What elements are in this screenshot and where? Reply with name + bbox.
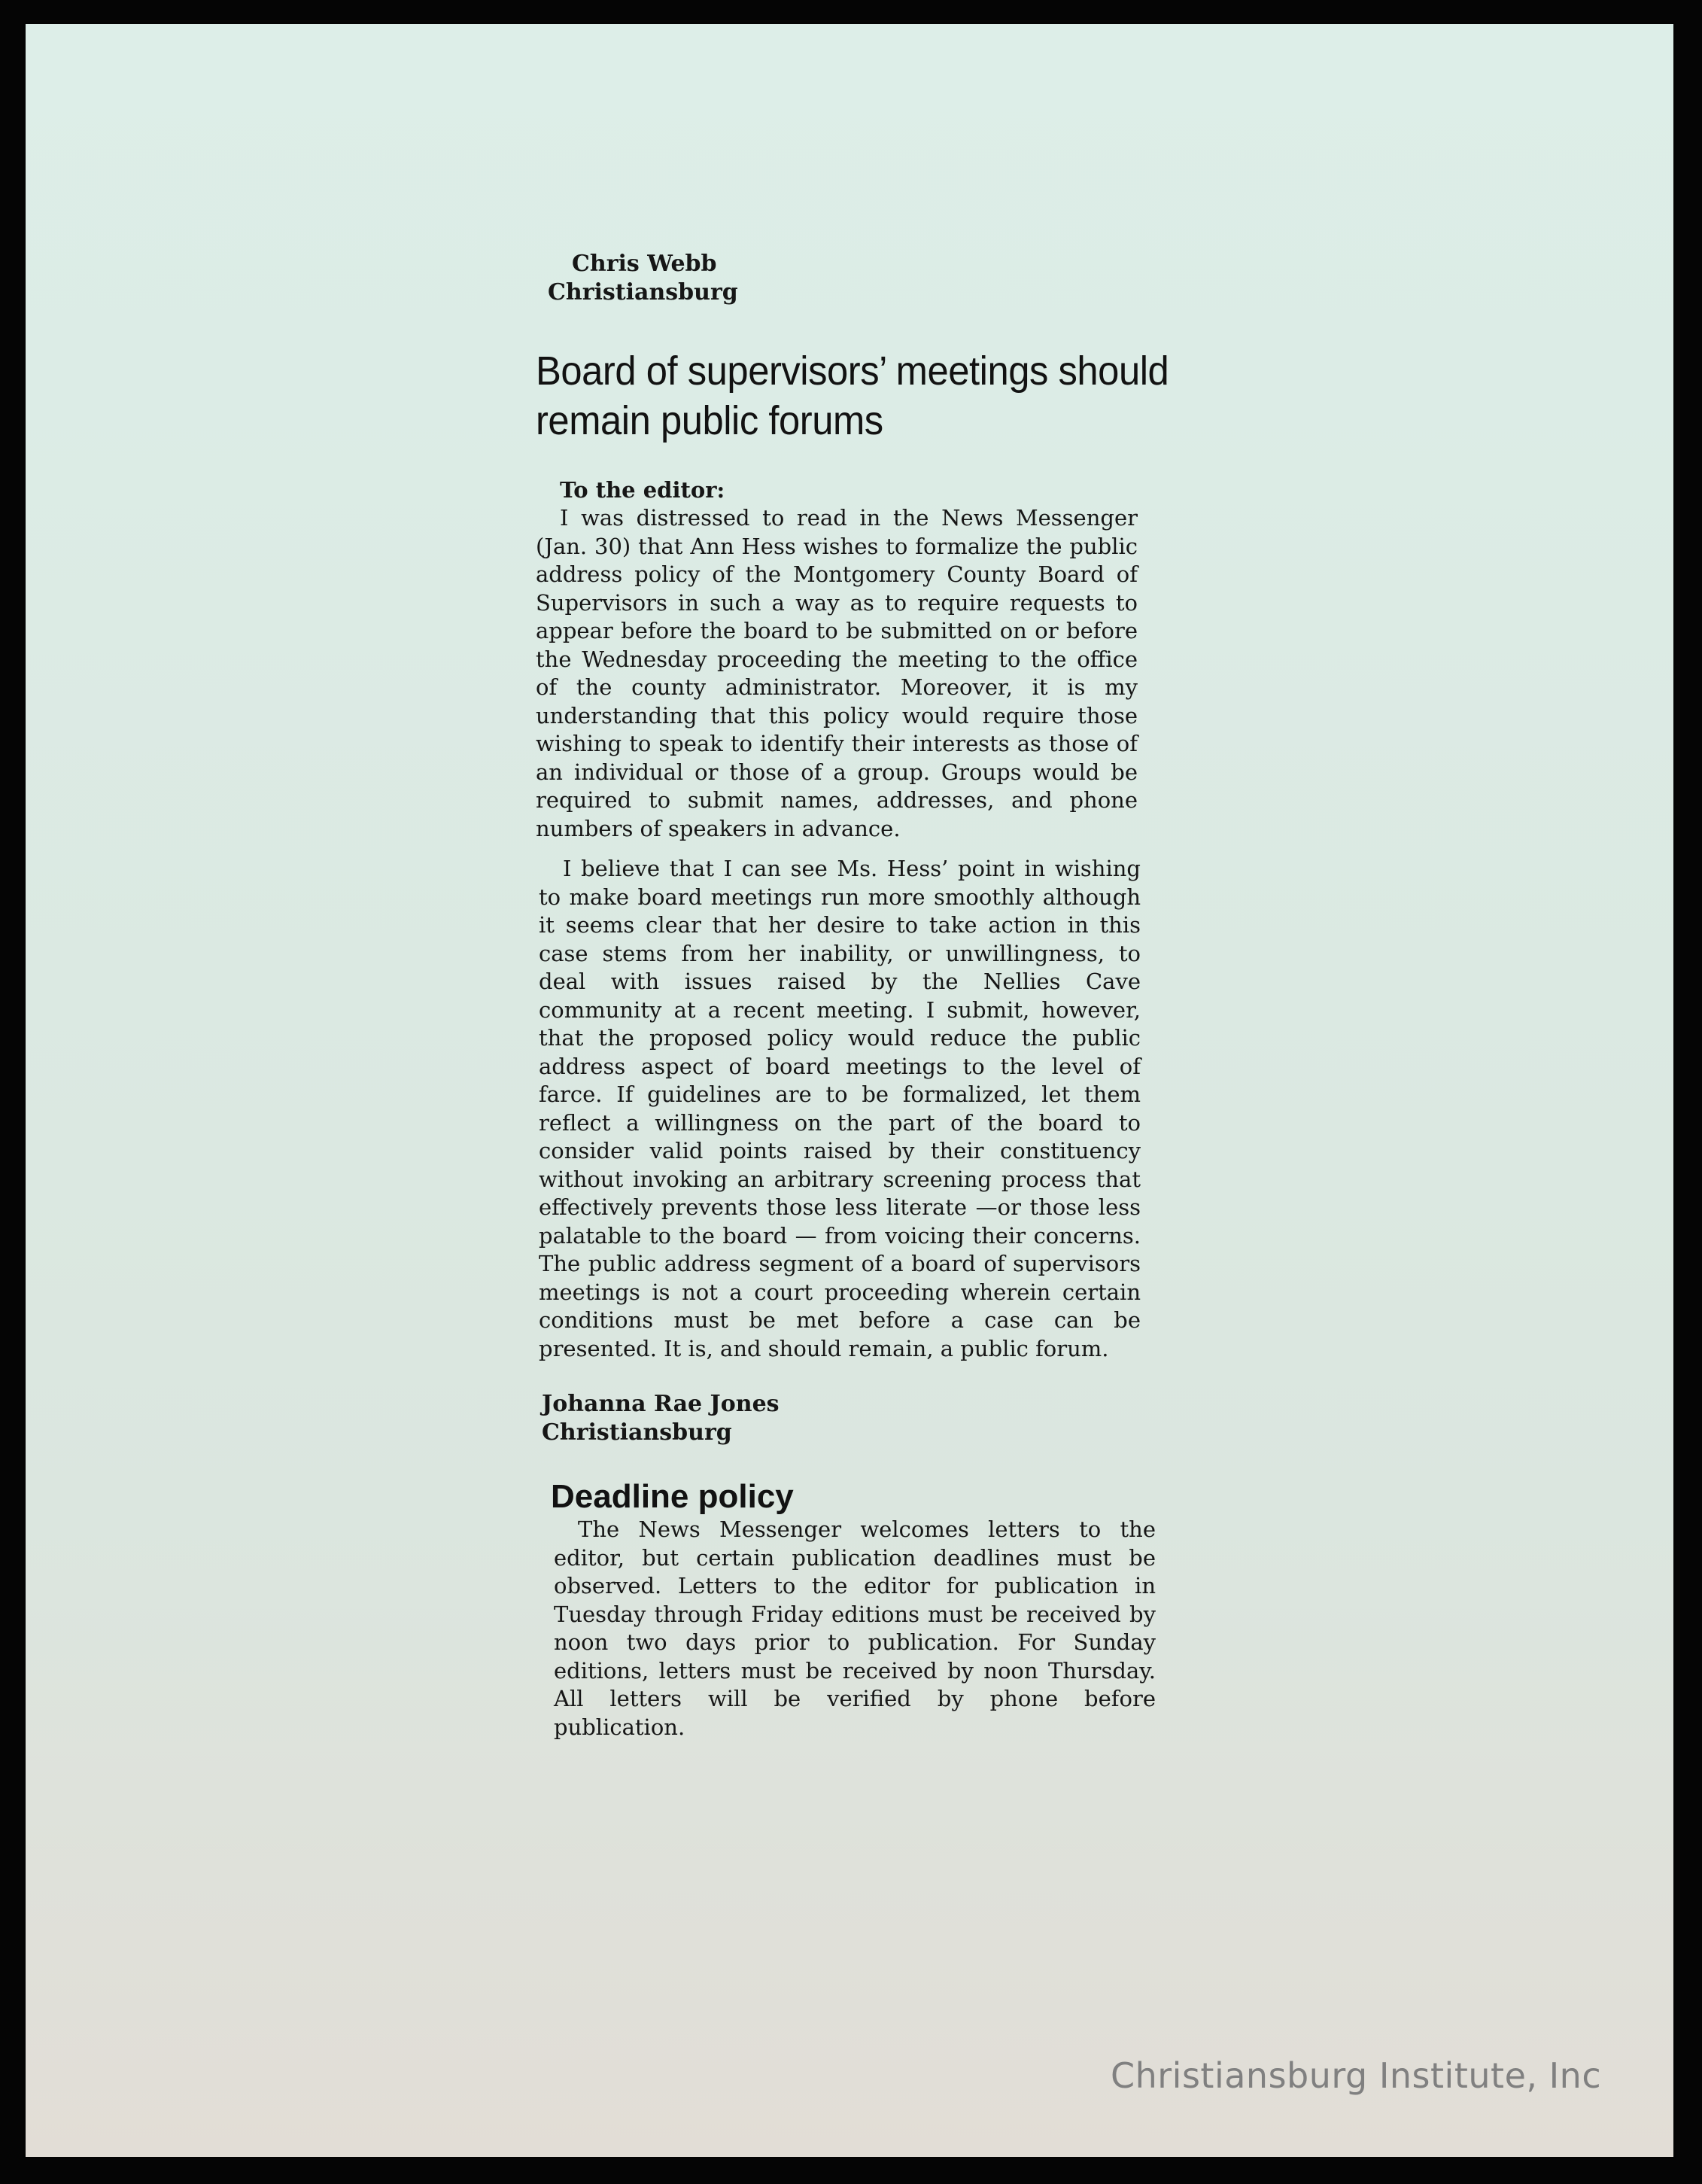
- letter-body-first: [536, 504, 1138, 843]
- watermark: Christiansburg Institute, Inc: [1111, 2055, 1602, 2096]
- deadline-heading: Deadline policy: [551, 1478, 794, 1515]
- letter-paragraph: I believe that I can see Ms. Hess’ point in wishing to make board meetings run more smoothly although it seems clear that her desire to take action in this case stems from her inability, or unwillingness, to deal with issues raised by the Nellies Cave community at a recent meeting. I submit, however, that the proposed policy would reduce the public address aspect of board meetings to the level of farce. If guidelines are to be formalized, let them reflect a willingness on the part of the board to consider valid points raised by their constituency without invoking an arbitrary screening process that effectively prevents those less literate —or those less palatable to the board — from voicing their concerns. The public address segment of a board of supervisors meetings is not a court proceeding wherein certain conditions must be met before a case can be presented. It is, and should remain, a public forum.: [539, 856, 1141, 1361]
- byline-author: Chris Webb: [572, 251, 717, 277]
- byline-author: Johanna Rae Jones: [542, 1391, 780, 1417]
- deadline-policy-text: [554, 1516, 1156, 1741]
- letter-paragraph: I was distressed to read in the News Messenger (Jan. 30) that Ann Hess wishes to formalize the public address policy of the Montgomery County Board of Supervisors in such a way as to require requests to appear before the board to be submitted on or before the Wednesday proceeding the meeting to the office of the county administrator. Moreover, it is my understanding that this policy would require those wishing to speak to identify their interests as those of an individual or those of a group. Groups would be required to submit names, addresses, and phone numbers of speakers in advance.: [536, 505, 1138, 841]
- byline-town: Christiansburg: [542, 1419, 732, 1446]
- letter-body-second: [539, 855, 1141, 1363]
- byline-town: Christiansburg: [548, 279, 738, 306]
- document-page: [26, 24, 1673, 2157]
- deadline-paragraph: The News Messenger welcomes letters to the editor, but certain publication deadlines must be observed. Letters to the editor for publication in Tuesday through Friday editions must be received by noon two days prior to publication. For Sunday editions, letters must be received by noon Thursday. All letters will be verified by phone before publication.: [554, 1516, 1156, 1740]
- article-headline: Board of supervisors’ meetings should remain public forums: [536, 348, 1169, 443]
- letter-salutation: To the editor:: [560, 477, 725, 503]
